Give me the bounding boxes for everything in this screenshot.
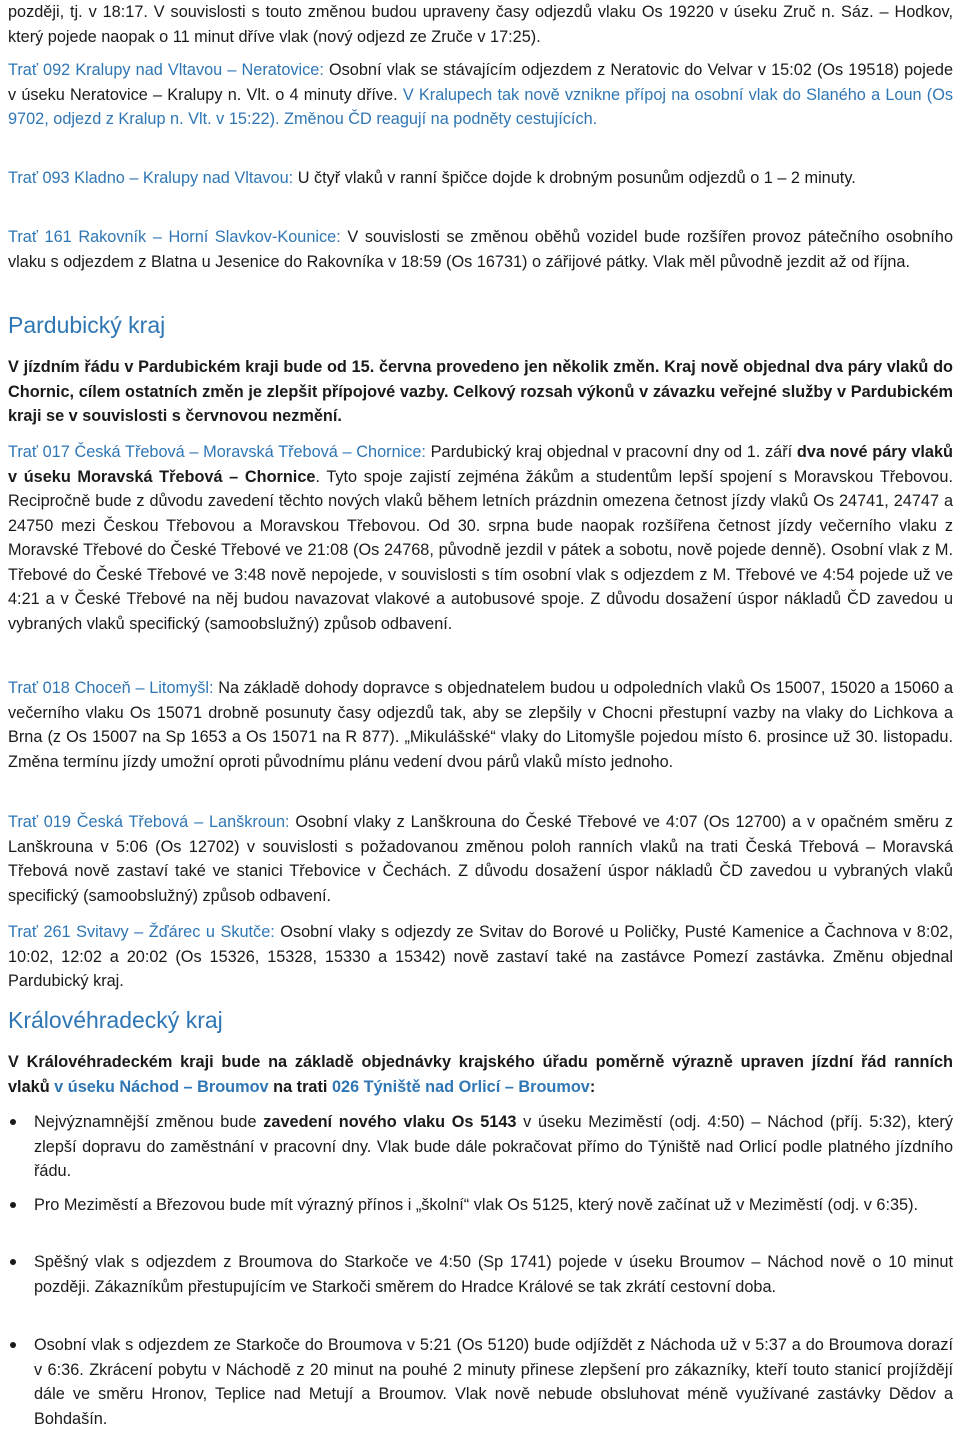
paragraph-trat-161: Trať 161 Rakovník – Horní Slavkov-Kounice: V souvislosti se změnou oběhů vozidel bude rozšířen provoz pátečního osobního vlaku s odjezdem z Blatna u Jesenice do Rakovníka v 18:59 (Os 16731) o zářijové pátky. Vlak měl původně jezdit až od října.	[8, 228, 953, 271]
paragraph-trat-093: Trať 093 Kladno – Kralupy nad Vltavou: U čtyř vlaků v ranní špičce dojde k drobným posunům odjezdů o 1 – 2 minuty.	[8, 169, 856, 187]
paragraph-trat-018: Trať 018 Choceň – Litomyšl: Na základě dohody dopravce s objednatelem budou u odpoledních vlaků Os 15007, 15020 a 15060 a večerního vlaku Os 15071 drobně posunuty časy odjezdů tak, aby se zlepšily v Chocni přestupní vazby na vlaky do Lichkova a Brna (z Os 15007 na Sp 1653 a Os 15071 na R 877). „Mikulášské“ vlaky do Litomyšle pojedou místo 6. prosince už 30. listopadu. Změna termínu jízdy umožní oproti původnímu plánu vedení dvou párů vlaků místo jednoho.	[8, 679, 954, 771]
list-item-text: Pro Meziměstí a Březovou bude mít výrazný přínos i „školní“ vlak Os 5125, který nově začínat už v Meziměstí (odj. v 6:35).	[34, 1196, 919, 1214]
paragraph-trat-019: Trať 019 Česká Třebová – Lanškroun: Osobní vlaky z Lanškrouna do České Třebové ve 4:07 (Os 12700) a v opačném směru z Lanškrouna v 5:06 (Os 12702) v souvislosti s požadovanou změnou poloh ranních vlaků na trati Česká Třebová – Moravská Třebová nově zastaví také ve stanici Třebovice v Čechách. Z důvodu dosažení úspor nákladů ČD zavedou u vybraných vlaků specifický (samoobslužný) způsob odbavení.	[8, 813, 953, 905]
route-title-019: Trať 019 Česká Třebová – Lanškroun:	[8, 813, 290, 831]
heading-kralovehradecky-kraj: Královéhradecký kraj	[8, 1007, 223, 1033]
paragraph-trat-261: Trať 261 Svitavy – Žďárec u Skutče: Osobní vlaky s odjezdy ze Svitav do Borové u Poličky, Pusté Kamenice a Čachnova v 8:02, 10:02, 12:02 a 20:02 (Os 15326, 15328, 15330 a 15342) nově zastaví také na zastávce Pomezí zastávka. Změnu objednal Pardubický kraj.	[8, 923, 954, 990]
route-title-093: Trať 093 Kladno – Kralupy nad Vltavou:	[8, 169, 294, 187]
bullet-icon	[10, 1342, 16, 1348]
paragraph-pardubicky-intro: V jízdním řádu v Pardubickém kraji bude od 15. června provedeno jen několik změn. Kraj nově objednal dva páry vlaků do Chornic, cílem ostatních změn je zlepšit přípojové vazby. Celkový rozsah výkonů v závazku veřejné služby v Pardubickém kraji se v souvislosti s červnovou nezmění.	[8, 358, 953, 425]
list-item-text: Spěšný vlak s odjezdem z Broumova do Starkoče ve 4:50 (Sp 1741) pojede v úseku Broumov – Náchod nově o 10 minut později. Zákazníkům přestupujícím ve Starkoči směrem do Hradce Králové se tak zkrátí cestovní doba.	[34, 1253, 953, 1296]
route-title-261: Trať 261 Svitavy – Žďárec u Skutče:	[8, 923, 275, 941]
paragraph-kralovehradecky-intro: V Královéhradeckém kraji bude na základě objednávky krajského úřadu poměrně výrazně upraven jízdní řád ranních vlaků v úseku Náchod – Broumov na trati 026 Týniště nad Orlicí – Broumov:	[8, 1053, 953, 1096]
bullet-icon	[10, 1119, 16, 1125]
route-title-092: Trať 092 Kralupy nad Vltavou – Neratovice:	[8, 61, 324, 79]
heading-pardubicky-kraj: Pardubický kraj	[8, 312, 166, 338]
paragraph-trat-017: Trať 017 Česká Třebová – Moravská Třebová – Chornice: Pardubický kraj objednal v pracovní dny od 1. září dva nové páry vlaků v úseku Moravská Třebová – Chornice. Tyto spoje zajistí zejména žákům a studentům lepší spojení s Moravskou Třebovou. Recipročně bude z důvodu zavedení těchto nových vlaků během letních prázdnin omezena četnost jízdy vlaků Os 24741, 24747 a 24750 mezi Českou Třebovou a Moravskou Třebovou. Od 30. srpna bude naopak rozšířena četnost jízdy večerního vlaku z Moravské Třebové do České Třebové ve 21:08 (Os 24768, původně jezdil v pátek a sobotu, nově pojede denně). Osobní vlak z M. Třebové do České Třebové ve 3:48 nově nepojede, v souvislosti s tím osobní vlak s odjezdem z M. Třebové ve 4:54 pojede už ve 4:21 a v České Třebové na něj budou navazovat vlakové a autobusové spoje. Z důvodu dosažení úspor nákladů ČD zavedou u vybraných vlaků specifický (samoobslužný) způsob odbavení.	[8, 443, 953, 633]
route-title-018: Trať 018 Choceň – Litomyšl:	[8, 679, 214, 697]
list-item-text: Nejvýznamnější změnou bude zavedení nového vlaku Os 5143 v úseku Meziměstí (odj. 4:50) – Náchod (příj. 5:32), který zlepší dopravu do zaměstnání v pracovní dny. Vlak bude dále pokračovat přímo do Týniště nad Orlicí podle platného jízdního řádu.	[34, 1113, 953, 1180]
route-title-017: Trať 017 Česká Třebová – Moravská Třebová – Chornice:	[8, 443, 426, 461]
bullet-icon	[10, 1202, 16, 1208]
paragraph-intro: později, tj. v 18:17. V souvislosti s touto změnou budou upraveny časy odjezdů vlaku Os 19220 v úseku Zruč n. Sáz. – Hodkov, který pojede naopak o 11 minut dříve vlak (nový odjezd ze Zruče v 17:25).	[8, 3, 953, 46]
bullet-icon	[10, 1259, 16, 1265]
route-title-161: Trať 161 Rakovník – Horní Slavkov-Kounice:	[8, 228, 341, 246]
list-item-text: Osobní vlak s odjezdem ze Starkoče do Broumova v 5:21 (Os 5120) bude odjíždět z Náchoda už v 5:37 a do Broumova dorazí v 6:36. Zkrácení pobytu v Náchodě z 20 minut na pouhé 2 minuty přinese zlepšení pro zákazníky, kteří touto stanicí projíždějí dále ve směru Hronov, Teplice nad Metují a Broumov. Vlak nově nebude obsluhovat méně využívané zastávky Dědov a Bohdašín.	[34, 1336, 953, 1428]
paragraph-trat-092: Trať 092 Kralupy nad Vltavou – Neratovice: Osobní vlak se stávajícím odjezdem z Neratovic do Velvar v 15:02 (Os 19518) pojede v úseku Neratovice – Kralupy n. Vlt. o 4 minuty dříve. V Kralupech tak nově vznikne přípoj na osobní vlak do Slaného a Loun (Os 9702, odjezd z Kralup n. Vlt. v 15:22). Změnou ČD reagují na podněty cestujících.	[8, 61, 953, 128]
